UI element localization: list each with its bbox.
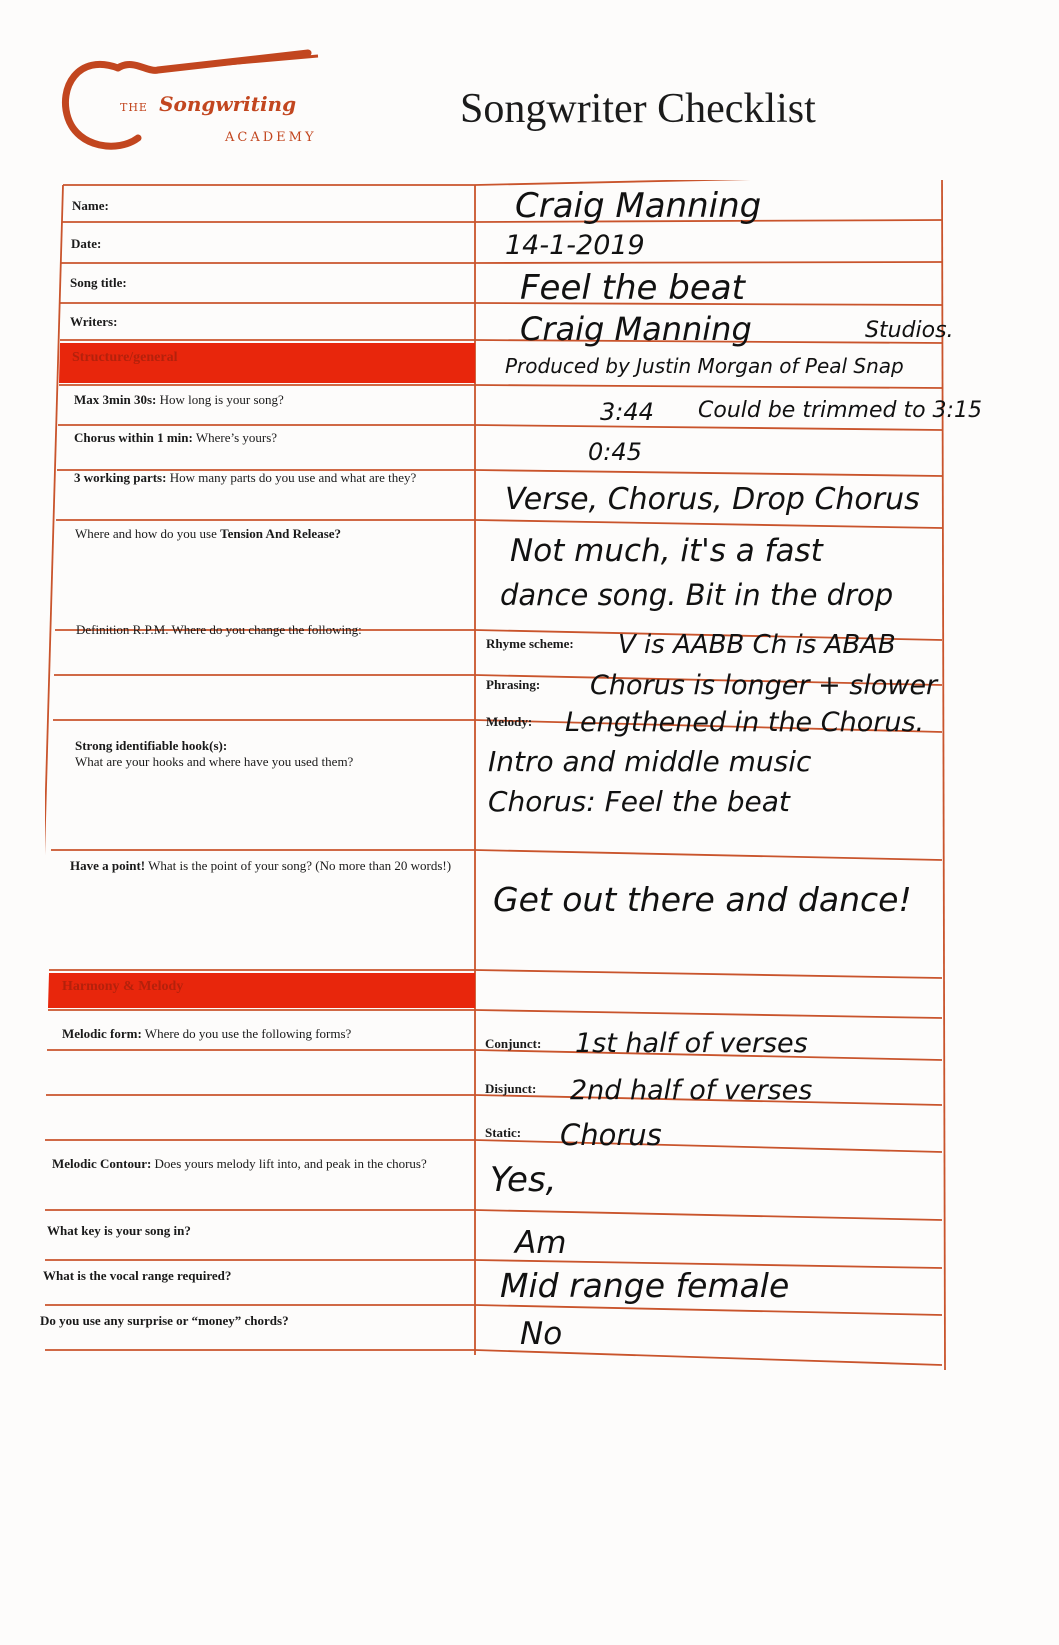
static-label: Static: — [485, 1125, 522, 1140]
contour-label: Melodic Contour: Does yours melody lift into, and peak in the chorus? — [52, 1156, 427, 1171]
chorus-within-value: 0:45 — [588, 438, 642, 466]
max-length-note: Could be trimmed to 3:15 — [698, 398, 982, 423]
phrasing-value: Chorus is longer + slower — [590, 670, 938, 701]
contour-value: Yes, — [490, 1160, 557, 1200]
date-value: 14-1-2019 — [505, 230, 645, 261]
rhyme-label: Rhyme scheme: — [486, 636, 574, 651]
hooks-label: Strong identifiable hook(s): What are your hooks and where have you used them? — [75, 738, 354, 770]
static-value: Chorus — [560, 1118, 662, 1152]
max-length-value: 3:44 — [600, 398, 654, 426]
writers-note: Studios. — [865, 318, 954, 343]
disjunct-value: 2nd half of verses — [570, 1075, 813, 1106]
song-title-label: Song title: — [70, 275, 127, 290]
section-structure: Structure/general — [72, 350, 178, 365]
range-value: Mid range female — [500, 1266, 790, 1305]
logo-academy: ACADEMY — [225, 130, 317, 145]
point-label: Have a point! What is the point of your song? (No more than 20 words!) — [70, 858, 452, 873]
melody-label: Melody: — [486, 714, 533, 729]
writers-label: Writers: — [70, 314, 118, 329]
page-title: Songwriter Checklist — [460, 86, 816, 132]
melodic-form-label: Melodic form: Where do you use the following forms? — [62, 1026, 352, 1041]
melody-value: Lengthened in the Chorus. — [565, 707, 925, 738]
chorus-within-label: Chorus within 1 min: Where’s yours? — [74, 430, 278, 445]
disjunct-label: Disjunct: — [485, 1081, 537, 1096]
tension-value-line1: Not much, it's a fast — [510, 533, 823, 569]
name-label: Name: — [72, 198, 109, 213]
tension-value-line2: dance song. Bit in the drop — [500, 578, 894, 612]
tension-label: Where and how do you use Tension And Release? — [75, 526, 342, 541]
working-parts-label: 3 working parts: How many parts do you use and what are they? — [74, 470, 417, 485]
conjunct-value: 1st half of verses — [575, 1028, 808, 1059]
logo-wordmark — [120, 92, 296, 116]
key-value: Am — [515, 1225, 567, 1261]
date-label: Date: — [71, 236, 102, 251]
point-value: Get out there and dance! — [493, 880, 912, 919]
hooks-value-line2: Chorus: Feel the beat — [488, 785, 790, 818]
working-parts-value: Verse, Chorus, Drop Chorus — [505, 482, 920, 517]
conjunct-label: Conjunct: — [485, 1036, 542, 1051]
surprise-label: Do you use any surprise or “money” chords? — [40, 1313, 289, 1328]
hooks-value-line1: Intro and middle music — [488, 745, 812, 778]
key-label: What key is your song in? — [47, 1223, 191, 1238]
max-length-label: Max 3min 30s: How long is your song? — [74, 392, 284, 407]
logo-prefix: THE — [120, 101, 148, 114]
section-harmony: Harmony & Melody — [62, 979, 184, 994]
definition-label: Definition R.P.M. Where do you change the following: — [76, 622, 362, 637]
surprise-value: No — [520, 1316, 563, 1352]
produced-note: Produced by Justin Morgan of Peal Snap — [505, 354, 904, 378]
logo-script: Songwriting — [159, 92, 297, 116]
writers-value: Craig Manning — [520, 310, 752, 348]
name-value: Craig Manning — [515, 186, 762, 226]
phrasing-label: Phrasing: — [486, 677, 541, 692]
rhyme-value: V is AABB Ch is ABAB — [618, 630, 896, 660]
range-label: What is the vocal range required? — [43, 1268, 232, 1283]
song-title-value: Feel the beat — [520, 268, 745, 308]
